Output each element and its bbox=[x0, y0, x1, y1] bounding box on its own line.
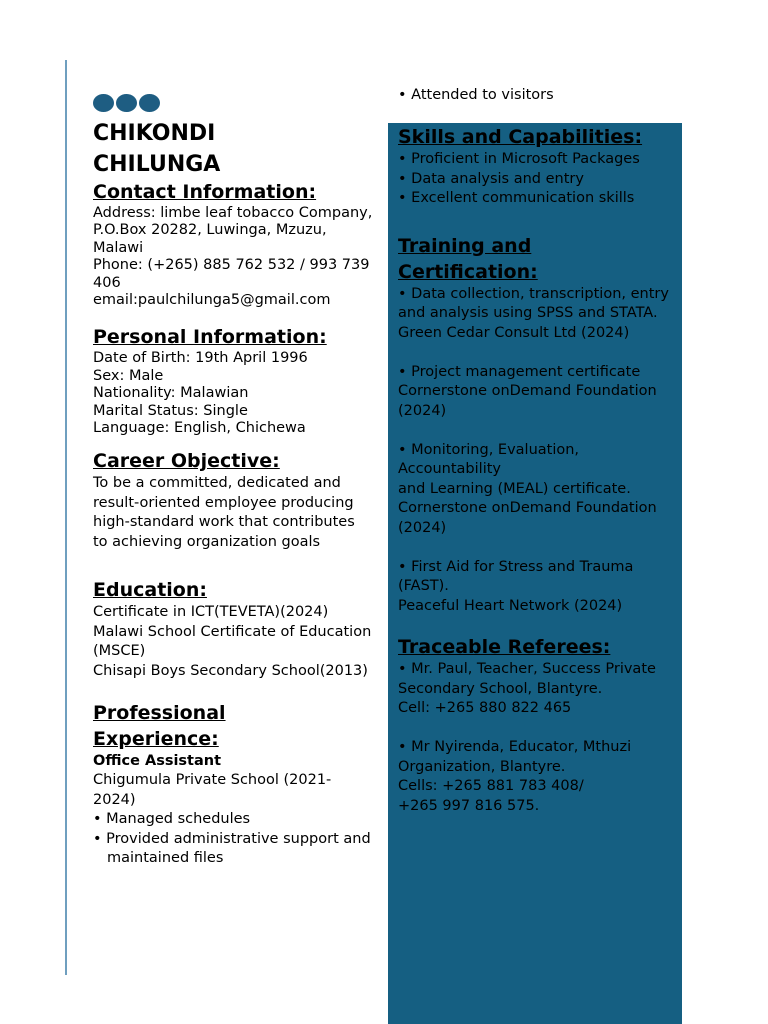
education-lines bbox=[93, 603, 373, 681]
training-entry: • Data collection, transcription, entry and analysis using SPSS and STATA. Green Cedar Consult Ltd (2024) bbox=[398, 285, 669, 341]
referee-entry: • Mr Nyirenda, Educator, Mthuzi Organization, Blantyre. Cells: +265 881 783 408/ +265 997 816 575. bbox=[398, 739, 632, 814]
personal-language: Language: English, Chichewa bbox=[93, 420, 306, 437]
education-school: Chisapi Boys Secondary School(2013) bbox=[93, 662, 368, 679]
left-vertical-rule bbox=[65, 60, 67, 975]
personal-heading: Personal Information: bbox=[93, 326, 327, 349]
job-bullets bbox=[93, 810, 373, 869]
contact-email: email:paulchilunga5@gmail.com bbox=[93, 292, 331, 309]
personal-nationality: Nationality: Malawian bbox=[93, 385, 249, 402]
contact-address: Address: limbe leaf tobacco Company, bbox=[93, 205, 373, 221]
objective-text: To be a committed, dedicated and result-oriented employee producing high-standard work that contributes to achieving organization goals bbox=[93, 475, 355, 550]
personal-dob: Date of Birth: 19th April 1996 bbox=[93, 350, 308, 367]
circle-icon bbox=[139, 94, 160, 112]
referee-entry: • Mr. Paul, Teacher, Success Private Secondary School, Blantyre. Cell: +265 880 822 465 bbox=[398, 661, 656, 716]
contact-lines bbox=[93, 205, 373, 309]
training-entry: • First Aid for Stress and Trauma (FAST). Peaceful Heart Network (2024) bbox=[398, 558, 634, 614]
objective-heading: Career Objective: bbox=[93, 450, 280, 473]
skills-list bbox=[398, 150, 680, 209]
job-employer: Chigumula Private School (2021-2024) bbox=[93, 772, 332, 808]
list-item: • Managed schedules bbox=[93, 811, 251, 828]
education-ict: Certificate in ICT(TEVETA)(2024) bbox=[93, 604, 329, 621]
training-entry: • Monitoring, Evaluation, Accountability and Learning (MEAL) certificate. Cornerstone onDemand Foundation (2024) bbox=[398, 441, 657, 536]
list-item: • Data analysis and entry bbox=[398, 170, 584, 187]
experience-heading-2: Experience: bbox=[93, 728, 219, 751]
experience-heading-1: Professional bbox=[93, 702, 226, 725]
training-heading-1: Training and bbox=[398, 234, 532, 257]
list-item: • Excellent communication skills bbox=[398, 190, 635, 206]
job-bullet-continued: • Attended to visitors bbox=[398, 87, 554, 103]
name-last: CHILUNGA bbox=[93, 152, 221, 177]
left-column bbox=[93, 118, 373, 869]
list-item: • Proficient in Microsoft Packages bbox=[398, 151, 640, 167]
contact-pobox: P.O.Box 20282, Luwinga, Mzuzu, Malawi bbox=[93, 222, 327, 256]
circle-icon bbox=[116, 94, 137, 112]
referees-heading: Traceable Referees: bbox=[398, 636, 611, 658]
personal-lines bbox=[93, 350, 373, 437]
circle-icon bbox=[93, 94, 114, 112]
training-entry: • Project management certificate Cornerstone onDemand Foundation (2024) bbox=[398, 363, 657, 419]
decorative-dots bbox=[93, 94, 160, 112]
job-title: Office Assistant bbox=[93, 753, 222, 770]
contact-heading: Contact Information: bbox=[93, 181, 317, 203]
skills-heading: Skills and Capabilities: bbox=[398, 126, 643, 148]
training-heading-2: Certification: bbox=[398, 260, 538, 283]
list-item: • Provided administrative support and maintained files bbox=[93, 830, 371, 867]
education-msce: Malawi School Certificate of Education (MSCE) bbox=[93, 623, 372, 660]
name-first: CHIKONDI bbox=[93, 121, 216, 146]
contact-phone: Phone: (+265) 885 762 532 / 993 739 406 bbox=[93, 257, 370, 291]
personal-sex: Sex: Male bbox=[93, 367, 164, 384]
personal-marital: Marital Status: Single bbox=[93, 402, 248, 419]
education-heading: Education: bbox=[93, 579, 207, 602]
